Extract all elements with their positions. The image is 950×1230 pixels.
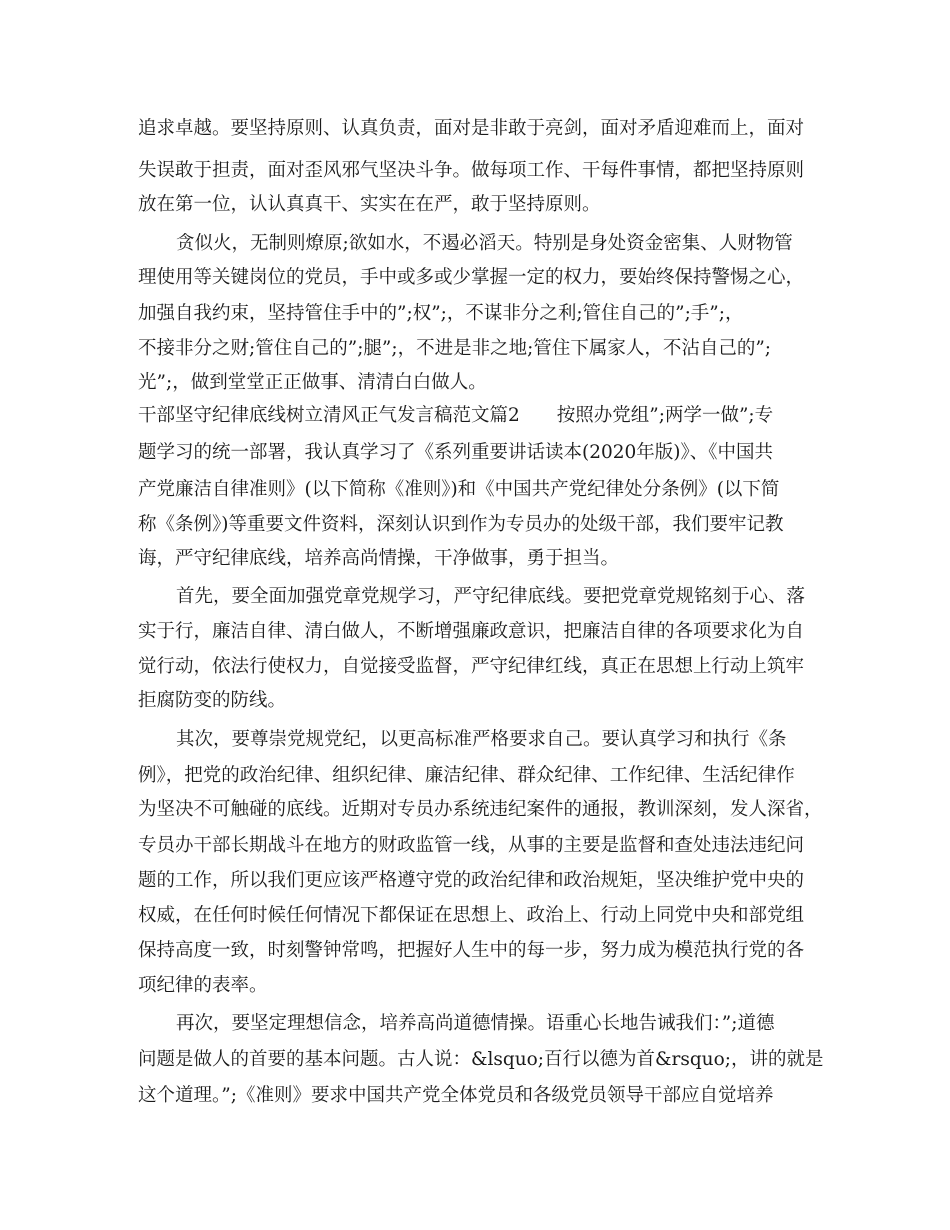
text-line: 题的工作，所以我们更应该严格遵守党的政治纪律和政治规矩，坚决维护党中央的 — [138, 870, 805, 891]
text-line: 保持高度一致，时刻警钟常鸣，把握好人生中的每一步，努力成为模范执行党的各 — [138, 940, 805, 961]
text-line: 实于行，廉洁自律、清白做人，不断增强廉政意识，把廉洁自律的各项要求化为自 — [138, 621, 805, 642]
text-line: 理使用等关键岗位的党员，手中或多或少掌握一定的权力，要始终保持警惕之心， — [138, 267, 805, 288]
text-line: 产党廉洁自律准则》(以下简称《准则》)和《中国共产党纪律处分条例》(以下简 — [138, 479, 780, 500]
text-line: 权威，在任何时候任何情况下都保证在思想上、政治上、行动上同党中央和部党组 — [138, 905, 805, 926]
text-line: 项纪律的表率。 — [138, 975, 268, 996]
text-line: 放在第一位，认认真真干、实实在在严，敢于坚持原则。 — [138, 194, 601, 215]
text-line: 光”;，做到堂堂正正做事、清清白白做人。 — [138, 372, 487, 393]
text-line: 加强自我约束，坚持管住手中的”;权”;，不谋非分之利;管住自己的”;手”;， — [138, 303, 744, 324]
text-line: 专员办干部长期战斗在地方的财政监管一线，从事的主要是监督和查处违法违纪问 — [138, 835, 805, 856]
text-line: 题学习的统一部署，我认真学习了《系列重要讲话读本(2020年版)》、《中国共 — [138, 442, 774, 463]
text-line: 其次，要尊崇党规党纪，以更高标准严格要求自己。要认真学习和执行《条 — [176, 729, 787, 750]
text-line: 首先，要全面加强党章党规学习，严守纪律底线。要把党章党规铭刻于心、落 — [176, 586, 806, 607]
text-line: 追求卓越。要坚持原则、认真负责，面对是非敢于亮剑，面对矛盾迎难而上，面对 — [138, 118, 805, 139]
text-line: 不接非分之财;管住自己的”;腿”;，不进是非之地;管住下属家人，不沾自己的”; — [138, 338, 772, 359]
text-line: 失误敢于担责，面对歪风邪气坚决斗争。做每项工作、干每件事情，都把坚持原则 — [138, 160, 805, 181]
text-line: 诲，严守纪律底线，培养高尚情操，干净做事，勇于担当。 — [138, 548, 620, 569]
text-line: 例》，把党的政治纪律、组织纪律、廉洁纪律、群众纪律、工作纪律、生活纪律作 — [138, 765, 795, 786]
text-line: 称《条例》)等重要文件资料，深刻认识到作为专员办的处级干部，我们要牢记教 — [138, 514, 784, 535]
text-line: 觉行动，依法行使权力，自觉接受监督，严守纪律红线，真正在思想上行动上筑牢 — [138, 656, 805, 677]
text-line: 贪似火，无制则燎原;欲如水，不遏必滔天。特别是身处资金密集、人财物管 — [176, 233, 793, 254]
text-line: 问题是做人的首要的基本问题。古人说：&lsquo;百行以德为首&rsquo;，讲的就是 — [138, 1049, 824, 1070]
section-heading-line: 干部坚守纪律底线树立清风正气发言稿范文篇2 按照办党组”;两学一做”;专 — [138, 405, 774, 426]
text-line: 为坚决不可触碰的底线。近期对专员办系统违纪案件的通报，教训深刻，发人深省， — [138, 799, 823, 820]
text-line: 这个道理。”;《准则》要求中国共产党全体党员和各级党员领导干部应自觉培养 — [138, 1085, 774, 1106]
text-line: 再次，要坚定理想信念，培养高尚道德情操。语重心长地告诫我们：”;道德 — [176, 1013, 775, 1034]
text-line: 拒腐防变的防线。 — [138, 690, 287, 711]
